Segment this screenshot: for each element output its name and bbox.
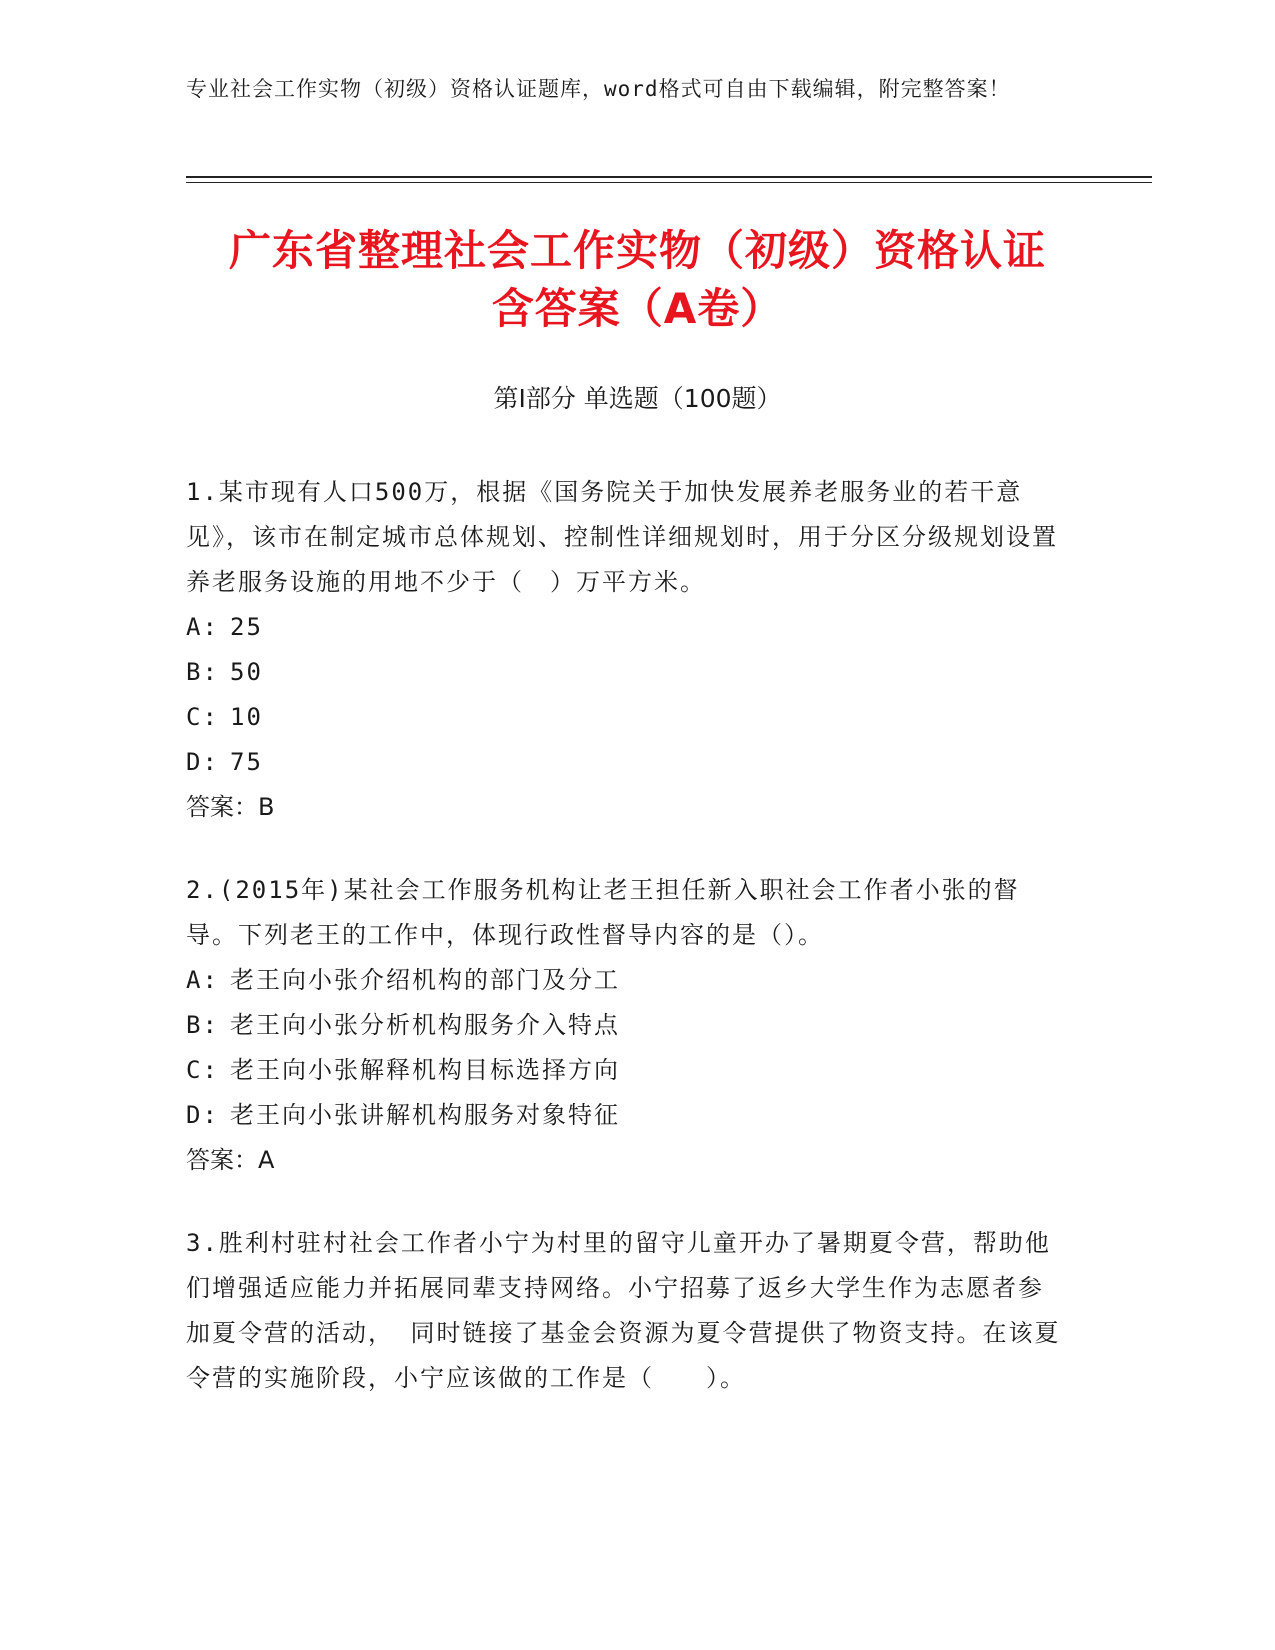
option-text: 老王向小张介绍机构的部门及分工 [230,966,620,994]
question-stem: 2.(2015年)某社会工作服务机构让老王担任新入职社会工作者小张的督导。下列老王的工作中，体现行政性督导内容的是（）。 [186,876,1020,949]
option-a [186,958,1066,1003]
question-list [186,470,1066,1439]
question-2 [186,868,1066,1183]
option-d [186,1093,1066,1138]
answer-line: 答案：B [186,793,275,821]
question-1 [186,470,1066,830]
option-b [186,1003,1066,1048]
option-d [186,740,1066,785]
option-text: 老王向小张解释机构目标选择方向 [230,1056,620,1084]
header-note: 专业社会工作实物（初级）资格认证题库，word格式可自由下载编辑，附完整答案！ [186,77,1011,101]
option-text: 25 [230,613,263,641]
option-text: 老王向小张分析机构服务介入特点 [230,1011,620,1039]
document-title-line-1: 广东省整理社会工作实物（初级）资格认证 [228,226,1046,275]
option-letter: B: [186,658,219,686]
option-letter: C: [186,703,219,731]
section-heading: 第Ⅰ部分 单选题（100题） [493,384,782,413]
option-letter: C: [186,1056,219,1084]
option-text: 75 [230,748,263,776]
document-title [150,222,1125,338]
option-letter: A: [186,966,219,994]
answer-line: 答案：A [186,1146,275,1174]
option-c [186,1048,1066,1093]
option-text: 10 [230,703,263,731]
option-letter: B: [186,1011,219,1039]
option-text: 老王向小张讲解机构服务对象特征 [230,1101,620,1129]
question-stem: 1.某市现有人口500万，根据《国务院关于加快发展养老服务业的若干意见》，该市在制定城市总体规划、控制性详细规划时，用于分区分级规划设置养老服务设施的用地不少于（ ）万平方米。 [186,478,1058,596]
document-title-line-2: 含答案（A卷） [491,284,784,333]
question-stem: 3.胜利村驻村社会工作者小宁为村里的留守儿童开办了暑期夏令营，帮助他们增强适应能力并拓展同辈支持网络。小宁招募了返乡大学生作为志愿者参加夏令营的活动， 同时链接了基金会资源为夏令营提供了物资支持。在该夏令营的实施阶段，小宁应该做的工作是（ ）。 [186,1229,1061,1392]
option-c [186,695,1066,740]
option-b [186,650,1066,695]
option-a [186,605,1066,650]
header-divider-thick [186,176,1152,178]
option-letter: D: [186,748,219,776]
option-letter: A: [186,613,219,641]
option-letter: D: [186,1101,219,1129]
question-3 [186,1221,1066,1401]
option-text: 50 [230,658,263,686]
header-divider-thin [186,182,1152,183]
